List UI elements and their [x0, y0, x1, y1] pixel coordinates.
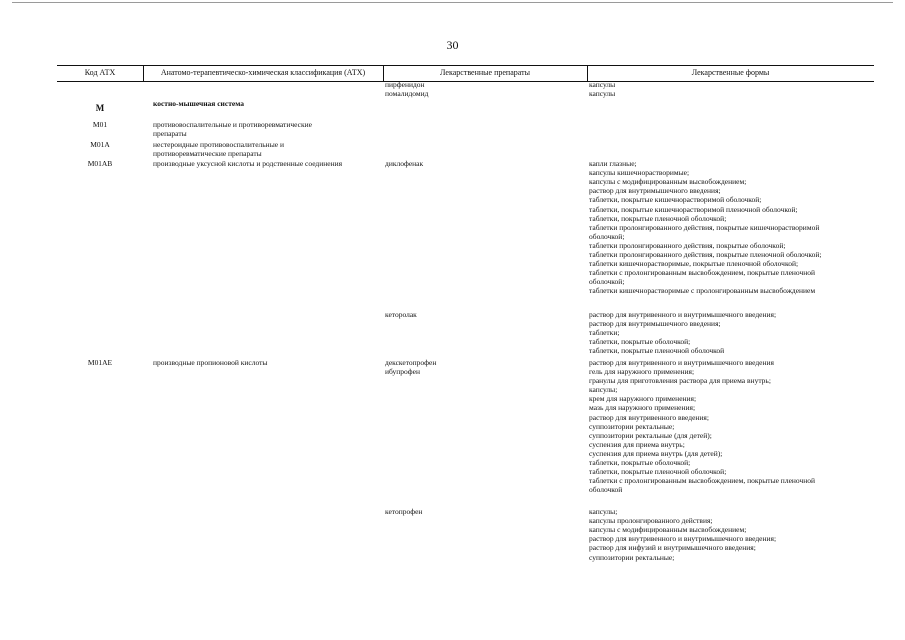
dosage-form-line: мазь для наружного применения;	[589, 403, 696, 413]
dosage-form-line: капсулы с модифицированным высвобождением;	[589, 177, 747, 187]
dosage-form-line: раствор для внутривенного и внутримышечного введения;	[589, 310, 777, 319]
dosage-form-line: крем для наружного применения;	[589, 394, 697, 404]
dosage-form-line: раствор для внутримышечного введения;	[589, 319, 721, 329]
drug-name-diclofenac: диклофенак	[385, 159, 424, 168]
dosage-form-line: капсулы;	[589, 385, 618, 395]
atc-class-m: костно-мышечная система	[153, 99, 245, 108]
dosage-form-line: оболочкой;	[589, 231, 625, 241]
drug-form-pomalidomide: капсулы	[589, 89, 616, 98]
dosage-form-line: таблетки, покрытые оболочкой;	[589, 337, 691, 347]
dosage-form-line: суппозитории ректальные (для детей);	[589, 430, 712, 440]
dosage-form-line: таблетки, покрытые оболочкой;	[589, 458, 691, 467]
page-number: 30	[446, 38, 459, 52]
atc-class-m01a-line2: противоревматические препараты	[153, 149, 262, 158]
dosage-form-line: оболочкой;	[589, 277, 625, 287]
dosage-form-line: таблетки с пролонгированным высвобождением, покрытые пленочной	[589, 476, 816, 486]
atc-code-m01: M01	[92, 120, 108, 129]
dosage-form-line: раствор для внутривенного введения;	[589, 412, 709, 422]
table-header	[57, 65, 874, 82]
atc-class-m01-line1: противовоспалительные и противоревматические	[153, 120, 312, 129]
drug-name-pirfenidone: пирфенидон	[385, 80, 425, 89]
drug-name-pomalidomide: помалидомид	[385, 89, 429, 98]
drug-name-ketorolac: кеторолак	[385, 310, 417, 319]
drug-name-ibuprofen: ибупрофен	[385, 367, 421, 376]
dosage-form-line: капсулы с модифицированным высвобождением;	[589, 525, 747, 535]
atc-class-m01ab: производные уксусной кислоты и родственные соединения	[153, 159, 343, 168]
atc-code-m: M	[95, 103, 105, 113]
atc-code-m01a: M01A	[90, 140, 110, 149]
dosage-form-line: оболочкой	[589, 485, 623, 495]
dosage-form-line: таблетки кишечнорастворимые с пролонгированным высвобождением	[589, 286, 816, 296]
dosage-form-line: суппозитории ректальные;	[589, 552, 675, 562]
dosage-form-line: таблетки, покрытые пленочной оболочкой;	[589, 467, 727, 477]
dosage-form-line: таблетки, покрытые кишечнорастворимой оболочкой;	[589, 195, 762, 205]
atc-code-m01ae: M01AE	[87, 358, 113, 367]
dosage-form-line: таблетки;	[589, 328, 620, 338]
dosage-form-line: таблетки, покрытые кишечнорастворимой пленочной оболочкой;	[589, 204, 798, 214]
header-classification: Анатомо-терапевтическо-химическая классификация (АТХ)	[160, 68, 366, 77]
header-drugs: Лекарственные препараты	[440, 68, 530, 77]
atc-code-m01ab: M01AB	[87, 159, 113, 168]
atc-class-m01a-line1: нестероидные противовоспалительные и	[153, 140, 284, 149]
dosage-form-line: капсулы кишечнорастворимые;	[589, 168, 690, 178]
dosage-form-line: таблетки, покрытые пленочной оболочкой	[589, 346, 725, 356]
top-rule	[12, 2, 893, 3]
atc-class-m01-line2: препараты	[153, 129, 187, 138]
dosage-form-line: таблетки, покрытые пленочной оболочкой;	[589, 213, 727, 223]
dosage-form-line: таблетки пролонгированного действия, покрытые кишечнорастворимой	[589, 222, 820, 232]
dosage-form-line: суспензия для приема внутрь (для детей);	[589, 448, 723, 458]
dosage-form-line: суспензия для приема внутрь;	[589, 439, 685, 449]
dosage-form-line: таблетки пролонгированного действия, покрытые оболочкой;	[589, 240, 786, 250]
dosage-form-line: раствор для внутривенного и внутримышечного введения	[589, 358, 774, 367]
dosage-form-line: раствор для внутримышечного введения;	[589, 186, 721, 196]
atc-class-m01ae: производные пропионовой кислоты	[153, 358, 268, 367]
dosage-form-line: таблетки кишечнорастворимые, покрытые пленочной оболочкой;	[589, 259, 799, 269]
dosage-form-line: капли глазные;	[589, 159, 637, 168]
dosage-form-line: таблетки пролонгированного действия, покрытые пленочной оболочкой;	[589, 250, 822, 259]
dosage-form-line: гранулы для приготовления раствора для приема внутрь;	[589, 376, 771, 386]
dosage-form-line: капсулы;	[589, 507, 618, 516]
drug-form-pirfenidone: капсулы	[589, 80, 616, 89]
dosage-form-line: раствор для инфузий и внутримышечного введения;	[589, 543, 756, 553]
dosage-form-line: раствор для внутривенного и внутримышечного введения;	[589, 534, 777, 544]
dosage-form-line: гель для наружного применения;	[589, 367, 695, 376]
dosage-form-line: суппозитории ректальные;	[589, 421, 675, 431]
header-forms: Лекарственные формы	[691, 68, 770, 77]
drug-name-dexketoprofen: декскетопрофен	[385, 358, 437, 367]
header-code: Код АТХ	[84, 68, 116, 77]
dosage-form-line: таблетки с пролонгированным высвобождением, покрытые пленочной	[589, 268, 816, 278]
drug-name-ketoprofen: кетопрофен	[385, 507, 423, 516]
dosage-form-line: капсулы пролонгированного действия;	[589, 516, 713, 526]
